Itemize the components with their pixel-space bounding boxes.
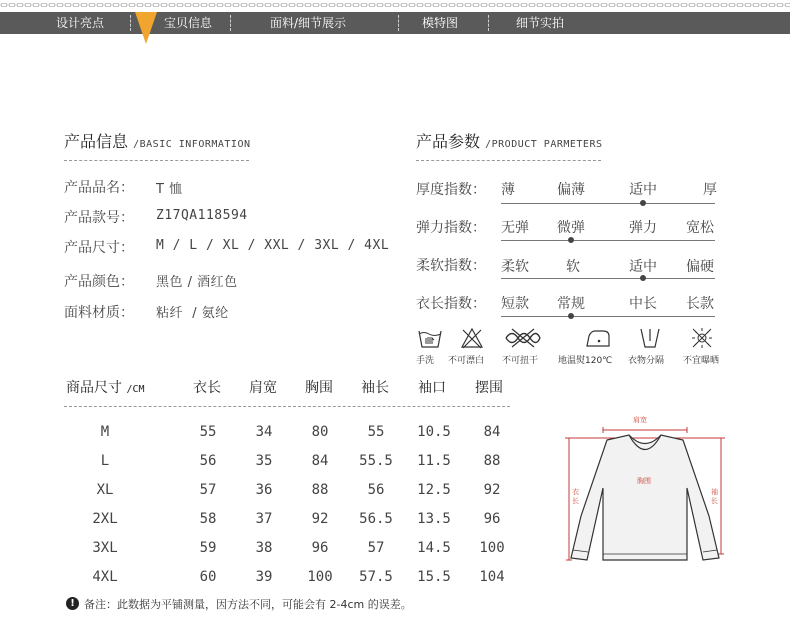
info-label-name: 产品品名：	[64, 180, 134, 196]
length-scale-marker	[568, 313, 574, 319]
size-cell-value: 10.5	[417, 424, 451, 440]
warning-icon: !	[66, 597, 79, 610]
info-value-name: T 恤	[156, 182, 183, 197]
size-cell-value: 34	[255, 424, 273, 440]
size-header: 胸围	[305, 380, 333, 396]
softness-scale-marker	[640, 275, 646, 281]
basic-info-subtitle: /BASIC INFORMATION	[133, 139, 251, 150]
size-cell-value: 57	[367, 540, 385, 556]
size-cell-value: 37	[255, 511, 273, 527]
param-label-softness: 柔软指数：	[416, 258, 486, 274]
size-cell-value: 56.5	[359, 511, 393, 527]
size-cell-value: 36	[255, 482, 273, 498]
care-label: 地温熨120℃	[558, 356, 613, 366]
param-option: 弹力	[629, 220, 657, 236]
active-tab-indicator-icon	[135, 12, 157, 44]
param-option: 短款	[501, 296, 529, 312]
param-label-length: 衣长指数：	[416, 296, 486, 312]
hand-wash-icon	[417, 327, 443, 349]
garment-measurement-diagram	[563, 408, 733, 568]
size-cell-value: 56	[199, 453, 217, 469]
size-table-title-text: 商品尺寸	[66, 380, 122, 396]
size-cell-label: 2XL	[92, 511, 118, 527]
size-header: 肩宽	[249, 380, 277, 396]
care-label: 不可扭干	[502, 356, 539, 366]
param-label-thickness: 厚度指数：	[416, 182, 486, 198]
size-cell-value: 104	[479, 569, 505, 585]
size-cell-value: 35	[255, 453, 273, 469]
nav-tab-fabric-details[interactable]: 面料/细节展示	[270, 16, 347, 30]
params-divider	[416, 160, 601, 161]
diagram-label-chest: 胸围	[637, 477, 651, 485]
params-subtitle: /PRODUCT PARMETERS	[485, 139, 603, 150]
size-header: 衣长	[193, 380, 221, 396]
param-option: 柔软	[501, 259, 529, 275]
param-option: 厚	[703, 182, 717, 198]
size-cell-value: 60	[199, 569, 217, 585]
measurement-note: 备注：此数据为平铺测量，因方法不同，可能会有 2-4cm 的误差。	[84, 598, 412, 611]
size-header: 袖长	[361, 380, 389, 396]
nav-tab-design-highlights[interactable]: 设计亮点	[56, 16, 105, 30]
size-cell-label: XL	[96, 482, 114, 498]
size-cell-value: 88	[311, 482, 329, 498]
elasticity-scale-line	[501, 240, 715, 241]
size-cell-value: 39	[255, 569, 273, 585]
size-cell-value: 96	[311, 540, 329, 556]
size-cell-value: 92	[483, 482, 501, 498]
size-cell-value: 38	[255, 540, 273, 556]
care-label: 手洗	[416, 356, 435, 366]
size-cell-value: 12.5	[417, 482, 451, 498]
decorative-chain-border	[0, 1, 790, 9]
elasticity-scale-marker	[568, 237, 574, 243]
param-option: 常规	[557, 296, 585, 312]
size-cell-value: 92	[311, 511, 329, 527]
params-title: 产品参数	[416, 132, 481, 151]
thickness-scale-line	[501, 203, 715, 204]
wash-separately-icon	[638, 327, 662, 349]
info-value-sizes: M / L / XL / XXL / 3XL / 4XL	[156, 238, 390, 253]
low-iron-icon	[585, 327, 611, 349]
size-cell-value: 57	[199, 482, 217, 498]
nav-divider	[488, 15, 489, 31]
softness-scale-line	[501, 278, 715, 279]
size-cell-label: L	[100, 453, 110, 469]
info-value-material: 粘纤 / 氨纶	[156, 306, 229, 321]
diagram-label-length: 衣长	[572, 488, 579, 505]
length-scale-line	[501, 316, 715, 317]
nav-tab-model-photos[interactable]: 模特图	[422, 16, 459, 30]
nav-divider	[398, 15, 399, 31]
size-cell-value: 55	[199, 424, 217, 440]
size-cell-value: 96	[483, 511, 501, 527]
care-label: 不宜曝晒	[683, 356, 720, 366]
params-heading	[416, 129, 602, 152]
size-cell-value: 11.5	[417, 453, 451, 469]
no-wring-icon	[502, 327, 544, 349]
care-label: 衣物分隔	[628, 356, 665, 366]
size-cell-value: 84	[311, 453, 329, 469]
param-option: 无弹	[501, 220, 529, 236]
param-option: 适中	[629, 182, 657, 198]
nav-tab-detail-photos[interactable]: 细节实拍	[516, 16, 565, 30]
param-option: 偏薄	[557, 182, 585, 198]
size-cell-value: 55	[367, 424, 385, 440]
size-cell-value: 100	[307, 569, 333, 585]
care-label: 不可漂白	[448, 356, 485, 366]
nav-divider	[130, 15, 131, 31]
no-bleach-icon	[460, 327, 484, 349]
param-option: 长款	[686, 296, 714, 312]
param-option: 中长	[629, 296, 657, 312]
size-cell-label: M	[100, 424, 110, 440]
basic-info-title: 产品信息	[64, 132, 129, 151]
param-option: 宽松	[686, 220, 714, 236]
diagram-label-shoulder: 肩宽	[633, 416, 647, 424]
info-label-colors: 产品颜色：	[64, 274, 134, 290]
size-cell-value: 59	[199, 540, 217, 556]
size-cell-value: 80	[311, 424, 329, 440]
param-option: 软	[566, 259, 580, 275]
size-table-divider	[64, 406, 510, 407]
param-option: 微弹	[557, 220, 585, 236]
nav-divider	[230, 15, 231, 31]
info-label-style-no: 产品款号：	[64, 210, 134, 226]
param-option: 适中	[629, 259, 657, 275]
size-cell-value: 57.5	[359, 569, 393, 585]
info-label-material: 面料材质：	[64, 305, 134, 321]
size-table-title	[66, 377, 145, 397]
size-cell-value: 55.5	[359, 453, 393, 469]
info-value-colors: 黑色 / 酒红色	[156, 275, 238, 290]
param-option: 偏硬	[686, 259, 714, 275]
info-label-sizes: 产品尺寸：	[64, 240, 134, 256]
size-header: 袖口	[418, 380, 446, 396]
size-cell-label: 4XL	[92, 569, 118, 585]
info-value-style-no: Z17QA118594	[156, 208, 248, 223]
size-cell-value: 13.5	[417, 511, 451, 527]
size-cell-value: 15.5	[417, 569, 451, 585]
thickness-scale-marker	[640, 200, 646, 206]
basic-info-divider	[64, 160, 249, 161]
size-table-unit: /CM	[126, 384, 145, 395]
size-header: 摆围	[475, 380, 503, 396]
param-option: 薄	[501, 182, 515, 198]
basic-info-heading	[64, 129, 250, 152]
diagram-label-sleeve: 袖长	[711, 488, 718, 505]
param-label-elasticity: 弹力指数：	[416, 220, 486, 236]
size-cell-value: 100	[479, 540, 505, 556]
size-cell-value: 56	[367, 482, 385, 498]
size-cell-value: 84	[483, 424, 501, 440]
size-cell-value: 14.5	[417, 540, 451, 556]
size-cell-value: 88	[483, 453, 501, 469]
size-cell-value: 58	[199, 511, 217, 527]
size-cell-label: 3XL	[92, 540, 118, 556]
top-nav-bar	[0, 12, 790, 34]
no-sun-dry-icon	[690, 327, 714, 349]
nav-tab-product-info[interactable]: 宝贝信息	[164, 16, 213, 30]
